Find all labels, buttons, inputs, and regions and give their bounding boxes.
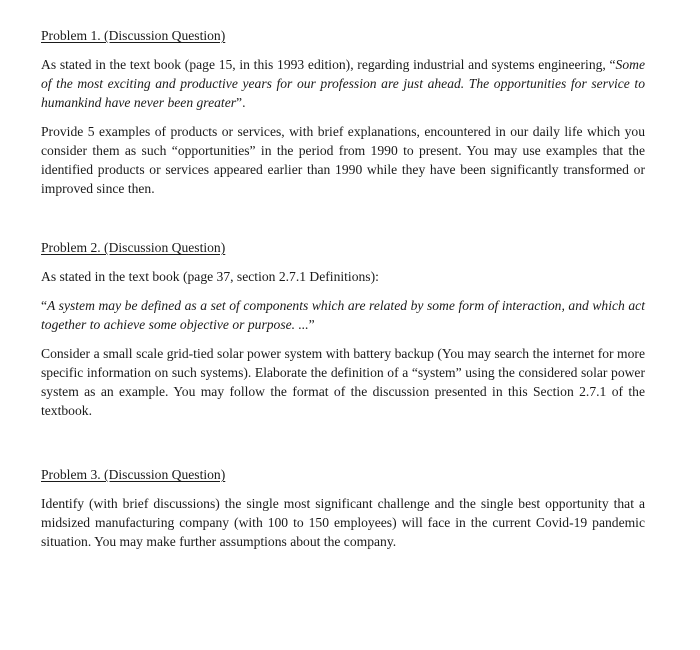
problem-1-paragraph-1	[41, 55, 645, 112]
problem-1	[41, 26, 645, 208]
problem-1-quote-end: ”.	[236, 95, 246, 110]
problem-3-paragraph-1: Identify (with brief discussions) the single most significant challenge and the single best opportunity that a midsized manufacturing company (with 100 to 150 employees) will face in the current Covid-19 pandemic situation. You may make further assumptions about the company.	[41, 496, 645, 549]
problem-3-heading: Problem 3. (Discussion Question)	[41, 467, 226, 482]
problem-1-paragraph-2: Provide 5 examples of products or services, with brief explanations, encountered in our daily life which you consider them as such “opportunities” in the period from 1990 to present. You may use examples that the identified products or services appeared earlier than 1990 while they have been significantly transformed or improved since then.	[41, 124, 645, 196]
problem-3	[41, 465, 645, 561]
problem-2-paragraph-3: Consider a small scale grid-tied solar power system with battery backup (You may search the internet for more specific information on such systems). Elaborate the definition of a “system” using the considered solar power system as an example. You may follow the format of the discussion presented in this Section 2.7.1 of the textbook.	[41, 346, 645, 418]
problem-1-heading: Problem 1. (Discussion Question)	[41, 28, 226, 43]
problem-2-quote-paragraph	[41, 296, 645, 334]
problem-2-paragraph-1: As stated in the text book (page 37, section 2.7.1 Definitions):	[41, 269, 379, 284]
problem-2-quote: A system may be defined as a set of components which are related by some form of interaction, and which act together to achieve some objective or purpose. ...	[41, 298, 645, 332]
problem-1-text: As stated in the text book (page 15, in this 1993 edition), regarding industrial and systems engineering, “	[41, 57, 616, 72]
problem-2-heading: Problem 2. (Discussion Question)	[41, 240, 226, 255]
problem-1-quote: Some of the most exciting and productive years for our profession are just ahead. The opportunities for service to humankind have never been greater	[41, 57, 645, 110]
problem-2-quote-close: ”	[308, 317, 315, 332]
problem-2	[41, 238, 645, 430]
problem-2-quote-open: “	[41, 298, 48, 313]
